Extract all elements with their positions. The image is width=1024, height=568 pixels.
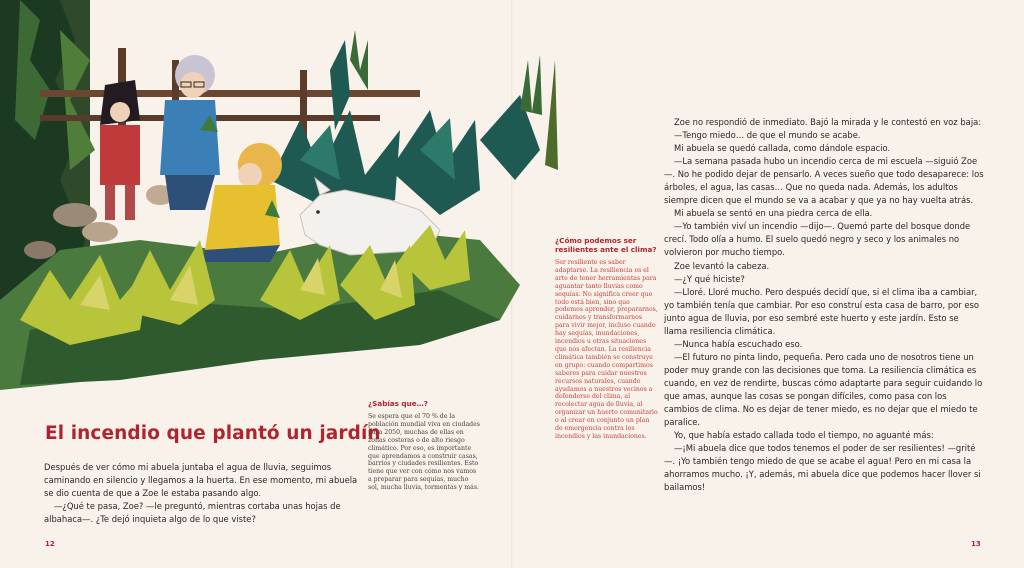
spiky-plants — [350, 30, 560, 130]
paragraph: Zoe no respondió de inmediato. Bajó la mirada y le contestó en voz baja: — [674, 117, 982, 127]
sidebar-heading: ¿Sabías que…? — [368, 399, 428, 408]
paragraph: —Tengo miedo… de que el mundo se acabe. — [674, 130, 861, 141]
paragraph: Mi abuela se sentó en una piedra cerca de ella. — [674, 208, 873, 219]
paragraph: Mi abuela se quedó callada, como dándole espacio. — [674, 143, 891, 154]
tall-grass — [545, 60, 558, 170]
paragraph: —La semana pasada hubo un incendio cerca de mi escuela —siguió Zoe—. No he podido dejar de pensarlo. A veces sueño que todo desaparece: los árboles, el agua, las casas… Que no queda nada. Además, los adultos siempre dicen que el mundo se va a acabar y que ya no hay vuelta atrás. — [664, 156, 984, 206]
sidebar-text: Se espera que el 70 % de la población mundial viva en ciudades para 2050, muchas de ellas en zonas costeras o de alto riesgo climático. Por eso, es importante que aprendamos a construir casas, barrios y ciudades resilientes. Esto tiene que ver con cómo nos vamos a preparar para sequías, mucho sol, mucha lluvia, tormentas y más. — [368, 413, 480, 492]
dark-haired-child — [100, 80, 140, 220]
body-text-right — [664, 116, 984, 494]
sidebar-text: Ser resiliente es saber adaptarse. La resiliencia es el arte de tener herramientas para aguantar tanto lluvias como sequías. No significa creer que todo está bien, sino que podemos aprender, prepararnos, cuidarnos y transformarnos para vivir mejor, incluso cuando hay sequías, inundaciones, incendios u otras situaciones que nos afectan. La resiliencia climática también se construye en grupo: cuando compartimos saberes para cuidar nuestros recursos naturales, cuando ayudamos a nuestros vecinos a defenderse del clima, al recolectar agua de lluvia, al organizar un huerto comunitario o al crear en conjunto un plan de emergencia contra los incendios y las inundaciones. — [555, 259, 658, 440]
paragraph: —Nunca había escuchado eso. — [674, 338, 803, 349]
page-number-left: 12 — [45, 540, 55, 548]
sidebar-resilience — [555, 236, 658, 441]
sidebar-did-you-know — [368, 399, 480, 492]
page-number-right: 13 — [971, 540, 981, 548]
fence-rail — [40, 90, 420, 97]
paragraph: —Lloré. Lloré mucho. Pero después decidí que, si el clima iba a cambiar, yo también tenía que cambiar. Por eso construí esta casa de barro, por eso junto agua de lluvia, por eso sembré este huerto y este jardín. Esto se llama resiliencia climática. — [664, 286, 980, 336]
garden-illustration — [0, 0, 560, 392]
grandmother-figure — [160, 55, 220, 210]
dark-teal-leaves — [270, 40, 540, 215]
paragraph: Yo, que había estado callada todo el tiempo, no aguanté más: — [674, 430, 934, 441]
body-text-left — [44, 461, 359, 526]
paragraph: —Yo también viví un incendio —dijo—. Quemó parte del bosque donde crecí. Todo olía a humo. El suelo quedó negro y seco y los animales no volvieron por mucho tiempo. — [664, 221, 971, 258]
paragraph: —¿Qué te pasa, Zoe? —le preguntó, mientras cortaba unas hojas de albahaca—. ¿Te dejó inquieta algo de lo que viste? — [44, 501, 341, 525]
sidebar-heading: ¿Cómo podemos ser resilientes ante el clima? — [555, 236, 657, 254]
stone — [53, 203, 97, 227]
paragraph: —El futuro no pinta lindo, pequeña. Pero cada uno de nosotros tiene un poder muy grande con las decisiones que toma. La resiliencia climática es cuando, en vez de rendirte, buscas cómo adaptarte para seguir cuidando lo que amas, aunque las cosas se pongan difíciles, como pasa con los cambios de clima. No es dejar de tener miedo, es no dejar que el miedo te paralice. — [664, 351, 983, 428]
chapter-title: El incendio que plantó un jardín — [45, 423, 381, 444]
paragraph: Después de ver cómo mi abuela juntaba el agua de lluvia, seguimos caminando en silencio y llegamos a la huerta. En ese momento, mi abuela se dio cuenta de que a Zoe le estaba pasando algo. — [44, 462, 358, 499]
paragraph: —¿Y qué hiciste? — [674, 273, 745, 284]
paragraph: Zoe levantó la cabeza. — [674, 260, 770, 271]
paragraph: —¡Mi abuela dice que todos tenemos el poder de ser resilientes! —grité—. ¡Yo también tengo miedo de que se acabe el agua! Pero en mi casa la ahorramos mucho. ¡Y, además, mi abuela dice que podemos hacer llover si bailamos! — [664, 443, 981, 493]
